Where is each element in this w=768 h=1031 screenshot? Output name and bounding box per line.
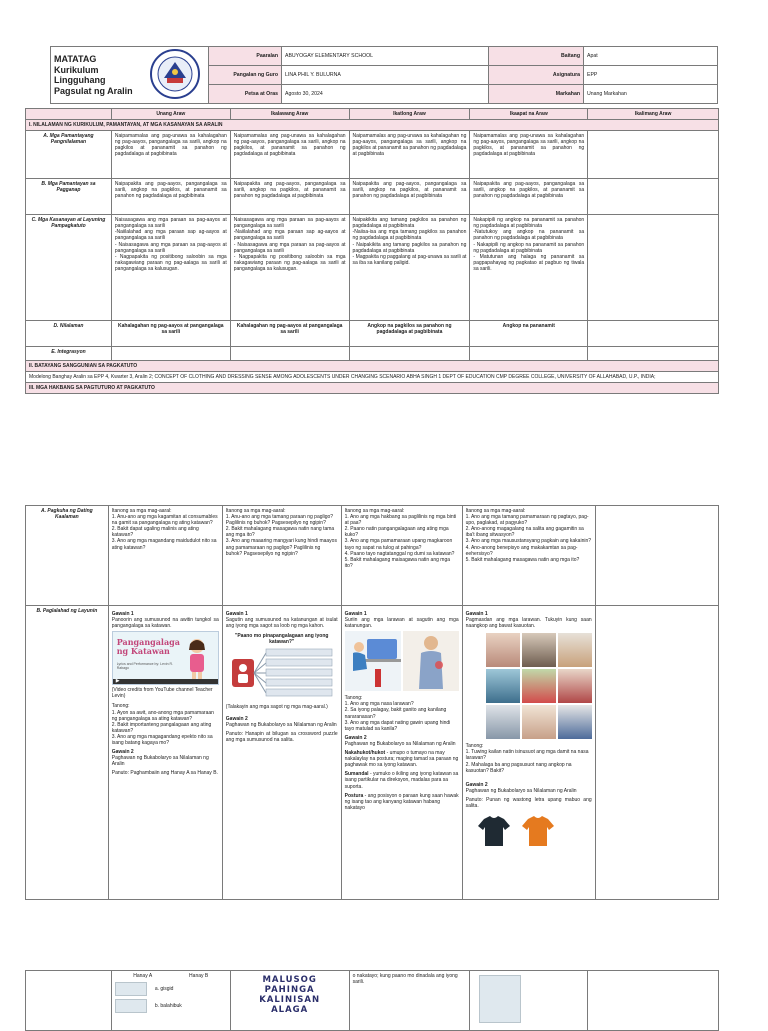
day-header: Ikalawang Araw (230, 109, 349, 120)
questions-text: Tanong: 1. Ayon sa awit, ano-anong mga pamamaraan ng pangangalaga sa ating katawan? 2. Bakit importanteng pangalagaan ang ating katawan? 3. Ano ang mga magagandang epekto nito sa isang batang kagaya mo? (111, 703, 214, 747)
instruction-text: Pagmasdan ang mga larawan. Tukuyin kung saan naangkop ang bawat kasuotan. (465, 617, 592, 630)
person-back-pain-illustration-icon (403, 631, 459, 691)
vocab-definition (345, 750, 459, 768)
matching-item (115, 982, 227, 996)
table-cell: Naipakikita ang tamang pagkilos sa panahon ng pagdadalaga at pagbibinata -Naiisa-isa ang mga tamang pagkilos sa panahon ng pagdadalaga at pagbibinata - Naipakikita ang tamang pagkilos sa panahon ng pagdadalaga at pagbibinata - Magpakita ng paggalang at pag-unawa sa sarili at sa iba sa kanilang paligid. (352, 217, 467, 266)
row-label: D. Nilalaman (26, 321, 112, 347)
table-cell: Nakapipili ng angkop na pananamit sa panahon ng pagdadalaga at pagbibinata -Natutukoy ang angkop na pananamit sa panahon ng pagdadalaga at pagbibinata - Nakapipili ng angkop na pananamit sa panahon ng pagdadalaga at pagbibinata - Matutunan ang halaga ng pananamit sa pagpapahayag ng pagkatao at pagbuo ng tiwala sa sarili. (473, 217, 585, 272)
table-row (26, 347, 719, 361)
vocab-text: - yumuko o ikiling ang iyong katawan sa isang partikular na direksyon, madalas para sa suporta. (344, 771, 459, 790)
continuation-text: o nakatayo; kung paano mo dinadala ang iyong sarili. (352, 973, 458, 986)
section-heading: II. BATAYANG SANGGUNIAN SA PAGKATUTO (26, 361, 719, 372)
table-cell (588, 131, 719, 179)
table-cell: Itanong sa mga mag-aaral: 1. Ano ang mga tamang pamamaraan ng pagtayo, pag-upo, paglakad, at pagyuko? 2. Ano-anong magagalang na salita ang gagamitin sa iba't ibang sitwasyon? 3. Ano ang mga mausustansyang pagkain ang kakainin? 4. Ano-anong benepisyo ang makakamtan sa pag-eehersisyo? 5. Bakit mahalagang masagawa natin ang mga ito? (465, 508, 592, 563)
procedure-table (25, 505, 719, 900)
gawain-title: Gawain 2 (225, 715, 248, 722)
table-cell: Angkop na pananamit (470, 321, 588, 347)
table-cell (595, 506, 718, 606)
table-cell: Naipamamalas ang pag-unawa sa kahalagahan ng pag-aayos, pangangalaga sa sarili, angkop na pagkilos, at pananamit sa panahon ng pagdadalaga at pagbibinata (470, 131, 588, 179)
play-icon[interactable]: ▶ (115, 678, 120, 685)
gawain-title: Gawain 1 (465, 611, 488, 617)
clothing-photo (558, 705, 592, 739)
clothing-photo (486, 633, 520, 667)
poster-word: MALUSOG (262, 975, 317, 985)
value-quarter: Unang Markahan (584, 85, 718, 104)
graphic-organizer-diagram (226, 647, 336, 699)
day-header: Ikalimang Araw (588, 109, 719, 120)
row-label: A. Pagkuha ng Dating Kaalaman (26, 506, 109, 606)
deped-seal-icon (142, 47, 209, 104)
table-cell: Kahalagahan ng pag-aayos at pangangalaga sa sarili (111, 321, 230, 347)
table-row (26, 606, 719, 900)
table-cell: Angkop na pagkilos sa panahon ng pagdadalaga at pagbibinata (349, 321, 470, 347)
label-date: Petsa at Oras (209, 85, 282, 104)
poster-word: ALAGA (271, 1005, 309, 1015)
gawain-title: Gawain 2 (465, 781, 488, 788)
video-progress-bar[interactable] (113, 679, 218, 684)
table-cell: Naipapakita ang pag-aayos, pangangalaga sa sarili, angkop na pagkilos, at pananamit sa panahon ng pagdadalaga at pagbibinata (470, 179, 588, 215)
table-row (26, 215, 719, 321)
row-label: C. Mga Kasanayan at Layuning Pampagkatuto (26, 215, 112, 321)
lesson-header (50, 46, 718, 104)
choice-b: b. balahibuk (154, 1003, 182, 1010)
clothing-photo (522, 669, 556, 703)
video-thumbnail[interactable] (112, 631, 219, 685)
instruction-text: Paghawan ng Bukabolaryo sa Nilalaman ng Aralin (344, 740, 456, 747)
table-cell: Naipamamalas ang pag-unawa sa kahalagahan ng pag-aayos, pangangalaga sa sarili, angkop na pagkilos at pananamit sa panahon ng pagdadalaga at pagbibinata (349, 131, 470, 179)
table-cell: Naisasagawa ang mga paraan sa pag-aayos at pangangalaga sa sarili -Naiilalahad ang mga paraan sap ag-aayos at pangangalaga sa sarili - Naisasagawa ang mga paraan sa pag-aayos at pangangalaga sa sarili - Nagpapakita ng positibong saloobin sa mga nakagawiang paraan ng pag-aalaga sa sarili at pangangalaga sa kalusugan. (114, 217, 227, 272)
table-row (26, 321, 719, 347)
table-cell: Naisasagawa ang mga paraan sa pag-aayos at pangangalaga sa sarili -Naiilalahad ang mga paraan sap ag-aayos at pangangalaga sa sarili - Naisasagawa ang mga paraan sa pag-aayos at pangangalaga sa sarili - Nagpapakita ng positibong saloobin sa mga nakagawiang paraan ng pag-aalaga sa sarili at pangangalaga sa kalusugan. (233, 217, 346, 272)
black-shirt-icon (476, 813, 512, 849)
table-cell: Kahalagahan ng pag-aayos at pangangalaga sa sarili (230, 321, 349, 347)
posture-pictures (345, 631, 459, 691)
clothing-photo-grid (486, 633, 592, 739)
table-row (26, 971, 719, 1031)
panuto-text: Panuto: Punan ng wastong letra upang mabuo ang salita. (465, 796, 592, 810)
value-date: Agosto 30, 2024 (282, 85, 489, 104)
table-cell: Itanong sa mga mag-aaral: 1. Anu-ano ang mga kagamitan at consumables na gamit sa pangangalaga ng ating katawan? 2. Bakit dapat ugaling malinis ang ating katawan? 3. Ano ang mga magandang maidudulot nito sa ating katawan? (111, 508, 218, 551)
value-teacher: LINA PHIL Y. BULURNA (282, 66, 489, 85)
gawain-title: Gawain 2 (111, 749, 134, 756)
label-quarter: Markahan (489, 85, 584, 104)
row-label: B. Paglalahad ng Layunin (26, 606, 109, 900)
section-heading: III. MGA HAKBANG SA PAGTUTURO AT PAGKATUTO (26, 383, 719, 394)
video-credit: (Video credits from YouTube channel Teacher Levin) (111, 687, 213, 700)
instruction-text: Paghawan ng Bukabolaryo sa Nilalaman ng Aralin (465, 787, 577, 794)
clothing-photo (558, 633, 592, 667)
video-title: Pangangalaga ng Katawan (116, 637, 180, 657)
panuto-text: Panuto: Hanapin at bilugan sa crossword puzzle ang mga sumusunod na salita. (225, 730, 338, 743)
table-cell: Itanong sa mga mag-aaral: 1. Anu-ano ang mga tamang paraan ng pagligo? Paglilinis ng buhok? Pagsesepilyo ng ngipin? 2. Bakit mahalagang masagawa natin nang tama ang mga ito? 3. Ano ang maaaring mangyari kung hindi maayos ang pamamaraan ng pagligo? Paglilinis ng buhok? Pagsesepilyo ng ngipin? (225, 508, 337, 557)
fill-in-picture (479, 975, 521, 1023)
instruction-text: Panoorin ang sumusunod na awitin tungkol sa pangangalaga sa katawan. (111, 617, 219, 630)
label-teacher: Pangalan ng Guro (209, 66, 282, 85)
brush-picture-icon (115, 999, 147, 1013)
matching-headers (115, 973, 227, 979)
video-subtitle: Lyrics and Performance by: Levin R. Rabago (116, 662, 174, 671)
references-text: Modelong Banghay Aralin sa EPP 4, Kwarter 3, Aralin 2; CONCEPT OF CLOTHING AND DRESSING SENSE AMONG ADOLESCENTS UNDER CHANGING SCENARIO ABHA SINGH 1 DEPT OF EDUCATION CMP DEGREE COLLEGE, UNIVERSITY OF ALLAHABAD, U.P., INDIA; (26, 372, 719, 383)
vocab-text: - umupo o tumayo na may nakalaylay na postura; maging tamad sa paraan ng paghawak mo sa iyong katawan. (344, 750, 459, 769)
table-row (26, 131, 719, 179)
label-school: Paaralan (209, 47, 282, 66)
matching-item (115, 999, 227, 1013)
discussion-note: (Talakayin ang mga sagot ng mga mag-aaral.) (225, 703, 328, 710)
choice-a: a. gisgid (154, 986, 174, 993)
table-cell: Naipapakita ang pag-aayos, pangangalaga sa sarili, angkop na pagkilos, at pananamit sa panahon ng pagdadalaga at pagbibinata (230, 179, 349, 215)
instruction-text: Paghawan ng Bukabolaryo sa Nilalaman ng Aralin (111, 755, 209, 768)
section-heading: I. NILALAMAN NG KURIKULUM, PAMANTAYAN, AT MGA KASANAYAN SA ARALIN (26, 120, 719, 131)
header-title: MATATAG Kurikulum Lingguhang Pagsulat ng Aralin (51, 47, 143, 104)
orange-shirt-icon (520, 813, 556, 849)
row-label: E. Integrasyon (26, 347, 112, 361)
table-cell (588, 179, 719, 215)
row-label: B. Mga Pamantayan sa Pagganap (26, 179, 112, 215)
table-row (26, 179, 719, 215)
poster-word: KALINISAN (259, 995, 321, 1005)
crossword-poster (245, 975, 335, 1015)
gawain-title: Gawain 1 (225, 611, 248, 617)
vocab-term: Postura (344, 792, 364, 799)
clothing-photo (522, 705, 556, 739)
value-school: ABUYOGAY ELEMENTARY SCHOOL (282, 47, 489, 66)
label-grade: Baitang (489, 47, 584, 66)
table-row (26, 506, 719, 606)
gawain-title: Gawain 2 (344, 734, 367, 741)
curriculum-table (25, 108, 719, 394)
table-cell (588, 215, 719, 321)
day-header: Ikaapat na Araw (470, 109, 588, 120)
vocab-term: Nakahukot/hukot (344, 750, 386, 757)
table-cell: Naipamamalas ang pag-unawa sa kahalagahan ng pag-aayos, pangangalaga sa sarili, angkop na pagkilos at pananamit sa panahon ng pagdadalaga at pagbibinata (111, 131, 230, 179)
table-cell: Naipapakita ang pag-aayos, pangangalaga sa sarili, angkop na pagkilos, at pananamit sa panahon ng pagdadalaga at pagbibinata (349, 179, 470, 215)
hanay-b-label: Hanay B (189, 973, 209, 979)
table-cell: Naipapakita ang pag-aayos, pangangalaga sa sarili, angkop na pagkilos, at pananamit sa panahon ng pagdadalaga at pagbibinata (111, 179, 230, 215)
table-cell (595, 606, 718, 900)
table-cell: Naipamamalas ang pag-unawa sa kahalagahan ng pag-aayos, pangangalaga sa sarili, angkop na pagkilos, at pananamit sa panahon ng pagdadalaga at pagbibinata (230, 131, 349, 179)
slouching-person-illustration-icon (345, 631, 401, 691)
vocab-term: Sumandal (344, 771, 369, 778)
gawain-title: Gawain 1 (344, 611, 367, 617)
instruction-text: Sagutin ang sumusunod na katanungan at isulat ang iyong mga sagot sa loob ng mga kahon. (225, 617, 338, 630)
vocab-definition (345, 793, 459, 811)
clothing-photo (558, 669, 592, 703)
poster-word: PAHINGA (264, 985, 315, 995)
instruction-text: Suriin ang mga larawan at sagutin ang mga katanungan. (344, 617, 459, 630)
vocab-text: - ang posisyon o paraan kung saan hawak ng isang tao ang kanyang katawan habang nakatayo (344, 792, 459, 811)
instruction-text: Paghawan ng Bukabolaryo sa Nilalaman ng Aralin (225, 721, 337, 728)
table-cell: Itanong sa mga mag-aaral: 1. Ano ang mga hakbang sa paglilinis ng mga binti at paa? 2. Paano natin pangangalagaan ang ating mga kuko? 3. Ano ang mga pamamaraan upang magkaroon tayo ng sapat na tulog at pahinga? 4. Paano tayo nagtatanggal ng dumi sa katawan? 5. Bakit mahalagang maisagawa natin ang mga ito? (344, 508, 457, 569)
gawain-title: Gawain 1 (111, 611, 134, 617)
value-grade: Apat (584, 47, 718, 66)
shirt-pictures (476, 813, 592, 849)
graphic-organizer-question: "Paano mo pinapangalagaan ang iyong katawan?" (234, 633, 329, 646)
questions-text: Tanong: 1. Ano ang mga nasa larawan? 2. Sa iyong palagay, bakit ganito ang kanilang nararanasan? 3. Ano ang mga dapat nating gawin upang hindi tayo matulad sa kanila? (344, 695, 451, 732)
value-subject: EPP (584, 66, 718, 85)
row-label: A. Mga Pamantayang Pangnilalaman (26, 131, 112, 179)
clothing-photo (486, 705, 520, 739)
girl-illustration-icon (180, 636, 214, 680)
day-header-row (26, 109, 719, 120)
continuation-table (25, 970, 719, 1031)
table-cell (588, 321, 719, 347)
questions-text: Tanong: 1. Tuwing kailan natin isinusuot ang mga damit na nasa larawan? 2. Mahalaga ba ang pagsusuot nang angkop na kasuotan? Bakit? (465, 743, 589, 774)
hanay-a-label: Hanay A (133, 973, 153, 979)
clothing-photo (522, 633, 556, 667)
panuto-text: Panuto: Paghambaiin ang Hanay A sa Hanay B. (111, 770, 218, 777)
clothing-photo (486, 669, 520, 703)
vocab-definition (345, 771, 459, 789)
label-subject: Asignatura (489, 66, 584, 85)
comb-picture-icon (115, 982, 147, 996)
day-header: Ikatlong Araw (349, 109, 470, 120)
day-header: Unang Araw (111, 109, 230, 120)
